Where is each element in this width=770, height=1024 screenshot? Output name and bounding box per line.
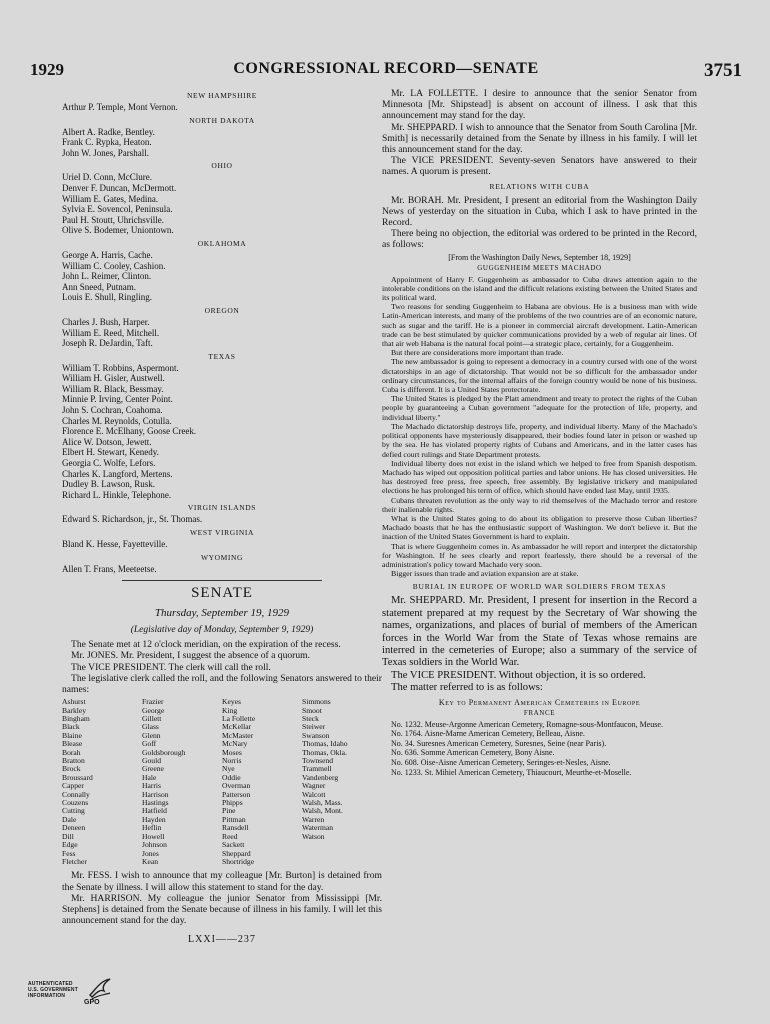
postmaster-entry: Albert A. Radke, Bentley. bbox=[62, 126, 155, 137]
state-heading: WEST VIRGINIA bbox=[190, 528, 254, 537]
paragraph: There being no objection, the editorial was ordered to be printed in the Record, as follows: bbox=[382, 228, 697, 251]
senator-name: Bingham bbox=[62, 714, 90, 724]
senator-name: Glenn bbox=[142, 730, 161, 740]
postmaster-entry: Florence E. McElhany, Goose Creek. bbox=[62, 426, 197, 437]
postmaster-entry: John S. Cochran, Coahoma. bbox=[62, 405, 163, 416]
postmaster-entry: Louis E. Shull, Ringling. bbox=[62, 292, 153, 303]
senator-name: McKellar bbox=[222, 722, 252, 732]
senator-name: Vandenberg bbox=[302, 772, 339, 782]
paragraph: Mr. SHEPPARD. I wish to announce that the Senator from South Carolina [Mr. Smith] is necessarily detained from the Senate by illness in his family. I will let this announcement stand for the day. bbox=[382, 121, 697, 156]
senator-name: Gould bbox=[142, 756, 161, 766]
senator-name: Keyes bbox=[222, 697, 241, 707]
senator-name: Pine bbox=[222, 806, 236, 816]
senator-name: Glass bbox=[142, 722, 159, 732]
postmaster-entry: William C. Cooley, Cashion. bbox=[62, 260, 166, 271]
logo-mark: GPO bbox=[84, 999, 100, 1006]
senator-name: Hale bbox=[142, 772, 157, 782]
cemetery-entry: No. 1233. St. Mihiel American Cemetery, Thiaucourt, Meurthe-et-Moselle. bbox=[391, 767, 632, 777]
postmaster-entry: William R. Black, Bessmay. bbox=[62, 383, 164, 394]
senator-name: Sackett bbox=[222, 840, 245, 850]
editorial-paragraph: The new ambassador is going to represent a democracy in a country cursed with one of the worst dictatorships in an age of dictatorship. That would not be so difficult for the ambassador under ordinary circumstances, for the internal affairs of the foreign country would be none of his business. Cuba is different. It is a United States protectorate. bbox=[382, 357, 697, 395]
senator-name: Hatfield bbox=[142, 806, 167, 816]
postmaster-entry: William E. Gates, Medina. bbox=[62, 193, 159, 204]
country-heading: FRANCE bbox=[523, 708, 556, 717]
postmaster-entry: Richard L. Hinkle, Telephone. bbox=[62, 489, 172, 500]
postmaster-entry: Frank C. Rypka, Heaton. bbox=[62, 137, 152, 148]
editorial-paragraph: That is where Guggenheim comes in. As ambassador he will report and interpret the dictatorship for Washington. If he sees clearly and report fearlessly, there should be a reversal of the administration's policy toward Machado very soon. bbox=[382, 541, 697, 569]
paragraph: The Senate met at 12 o'clock meridian, on the expiration of the recess. bbox=[71, 639, 341, 651]
postmaster-entry: Arthur P. Temple, Mont Vernon. bbox=[62, 102, 178, 112]
postmaster-list bbox=[62, 91, 382, 574]
postmaster-entry: Ann Sneed, Putnam. bbox=[62, 281, 136, 292]
postmaster-group bbox=[62, 172, 382, 236]
senator-name: Howell bbox=[142, 831, 165, 841]
senator-name: Pittman bbox=[222, 814, 246, 824]
paragraph: The VICE PRESIDENT. The clerk will call the roll. bbox=[71, 661, 271, 673]
editorial-title: GUGGENHEIM MEETS MACHADO bbox=[477, 263, 602, 272]
roll-call-list bbox=[62, 698, 382, 866]
postmaster-entry: William E. Reed, Mitchell. bbox=[62, 327, 160, 338]
state-heading: OKLAHOMA bbox=[197, 238, 247, 248]
senator-name: Gillett bbox=[142, 714, 162, 724]
senator-name: Moses bbox=[222, 747, 242, 757]
senator-name: Borah bbox=[62, 747, 81, 757]
senator-name: Cutting bbox=[62, 806, 85, 816]
senate-heading: SENATE bbox=[191, 585, 253, 602]
senator-name: Swanson bbox=[302, 730, 330, 740]
senator-name: Dill bbox=[62, 831, 74, 841]
cemetery-key-title: Key to Permanent American Cemeteries in Europe bbox=[438, 697, 641, 707]
senator-name: Kean bbox=[142, 856, 159, 866]
folio-signature: LXXI——237 bbox=[188, 934, 256, 946]
editorial-paragraph: Appointment of Harry F. Guggenheim as ambassador to Cuba draws attention again to the intolerable conditions on the island and the difficult relations existing between the United States and its political ward. bbox=[382, 274, 697, 303]
senator-name: Ashurst bbox=[62, 697, 86, 707]
postmaster-group bbox=[62, 250, 382, 303]
left-column bbox=[62, 88, 382, 945]
senator-name: La Follette bbox=[222, 714, 256, 724]
header-page-number: 3751 bbox=[704, 60, 742, 81]
state-heading: OREGON bbox=[204, 305, 240, 315]
senator-name: Norris bbox=[222, 756, 242, 766]
state-heading: NORTH DAKOTA bbox=[189, 115, 255, 125]
senator-name: McMaster bbox=[222, 730, 254, 740]
senator-name: Waterman bbox=[302, 823, 334, 833]
senator-name: Hayden bbox=[142, 814, 166, 824]
cemetery-entry: No. 34. Suresnes American Cemetery, Suresnes, Seine (near Paris). bbox=[391, 738, 607, 748]
senator-name: McNary bbox=[222, 739, 248, 749]
postmaster-entry: Elbert H. Stewart, Kenedy. bbox=[62, 447, 159, 458]
logo-line: AUTHENTICATED bbox=[28, 981, 73, 987]
editorial-paragraph: Individual liberty does not exist in the island which we helped to free from Spanish despotism. Machado has wiped out opposition political parties and labor unions. He has closed universities. He has destroyed free press, free speech, free assembly. By legislative trickery and manipulated elections he has prolonged his term of office, which should have ended last May, until 1935. bbox=[382, 458, 697, 496]
editorial-paragraph: What is the United States going to do about its obligation to preserve those Cuban liberties? Machado boasts that he has the enthusiastic support of Washington. We don't believe it. But the inaction of the United States Government is hard to explain. bbox=[382, 513, 697, 542]
paragraph: The VICE PRESIDENT. Seventy-seven Senators have answered to their names. A quorum is present. bbox=[382, 155, 697, 178]
state-heading: OHIO bbox=[211, 161, 233, 171]
cemetery-entry: No. 1232. Meuse-Argonne American Cemetery, Romagne-sous-Montfaucon, Meuse. bbox=[391, 719, 663, 729]
postmaster-entry: John W. Jones, Parshall. bbox=[62, 147, 150, 158]
postmaster-group bbox=[62, 539, 382, 550]
postmaster-group bbox=[62, 317, 382, 349]
roll-call-column bbox=[142, 698, 222, 866]
senator-name bbox=[302, 858, 382, 866]
senator-name: King bbox=[222, 705, 238, 715]
cemetery-entry: No. 636. Somme American Cemetery, Bony Aisne. bbox=[391, 748, 555, 758]
postmaster-group bbox=[62, 564, 382, 575]
paragraph: Mr. LA FOLLETTE. I desire to announce that the senior Senator from Minnesota [Mr. Shipstead] is absent on account of illness. I ask that this announcement may stand for the day. bbox=[382, 88, 697, 122]
paragraph: The matter referred to is as follows: bbox=[391, 682, 543, 694]
senator-name: Townsend bbox=[302, 756, 334, 766]
postmaster-group bbox=[62, 363, 382, 501]
senator-name: Deneen bbox=[62, 823, 86, 833]
senator-name: Capper bbox=[62, 781, 84, 791]
senator-name bbox=[302, 850, 382, 858]
postmaster-entry: William T. Robbins, Aspermont. bbox=[62, 362, 179, 373]
page-header bbox=[30, 60, 742, 82]
senator-name: Fess bbox=[62, 848, 76, 858]
senator-name: Goff bbox=[142, 739, 157, 749]
postmaster-entry: George A. Harris, Cache. bbox=[62, 249, 153, 260]
editorial-body bbox=[382, 275, 697, 579]
postmaster-entry: Charles J. Bush, Harper. bbox=[62, 316, 150, 327]
senator-name: Fletcher bbox=[62, 856, 87, 866]
senator-name: Patterson bbox=[222, 789, 251, 799]
senator-name: Connally bbox=[62, 789, 90, 799]
postmaster-entry: Olive S. Bodemer, Uniontown. bbox=[62, 225, 174, 236]
senator-name: Shortridge bbox=[222, 856, 255, 866]
senator-name: Reed bbox=[222, 831, 238, 841]
senator-name: Broussard bbox=[62, 772, 93, 782]
postmaster-entry: Charles K. Langford, Mertens. bbox=[62, 468, 173, 479]
senator-name: Blease bbox=[62, 739, 83, 749]
senator-name: Black bbox=[62, 722, 80, 732]
paragraph: Mr. FESS. I wish to announce that my colleague [Mr. Burton] is detained from the Senate by illness. I will allow this statement to stand for the day. bbox=[62, 870, 382, 893]
senator-name: Heflin bbox=[142, 823, 162, 833]
senator-name: Walsh, Mass. bbox=[302, 798, 343, 808]
senator-name: Harris bbox=[142, 781, 161, 791]
senator-name: Steck bbox=[302, 714, 319, 724]
postmaster-entry: Charles M. Reynolds, Cotulla. bbox=[62, 415, 172, 426]
cemetery-entry: No. 1764. Aisne-Marne American Cemetery, Belleau, Aisne. bbox=[391, 729, 585, 739]
senator-name bbox=[302, 841, 382, 849]
postmaster-entry: Allen T. Frans, Meeteetse. bbox=[62, 563, 157, 574]
senator-name: Trammell bbox=[302, 764, 332, 774]
senator-name: Harrison bbox=[142, 789, 169, 799]
senator-name: Frazier bbox=[142, 697, 164, 707]
senator-name: Phipps bbox=[222, 798, 243, 808]
legislative-day: (Legislative day of Monday, September 9, 1929) bbox=[130, 625, 314, 636]
state-heading: WYOMING bbox=[200, 552, 244, 562]
senator-name: Walsh, Mont. bbox=[302, 806, 343, 816]
senator-name: Warren bbox=[302, 814, 325, 824]
senator-name: Ransdell bbox=[222, 823, 249, 833]
senator-name: Blaine bbox=[62, 730, 82, 740]
state-heading: TEXAS bbox=[208, 351, 236, 361]
senator-name: Edge bbox=[62, 840, 78, 850]
senator-name: Overman bbox=[222, 781, 251, 791]
header-title: CONGRESSIONAL RECORD—SENATE bbox=[233, 60, 539, 77]
section-title-cuba: RELATIONS WITH CUBA bbox=[489, 181, 590, 191]
roll-call-column bbox=[222, 698, 302, 866]
section-title-burial: BURIAL IN EUROPE OF WORLD WAR SOLDIERS FROM TEXAS bbox=[412, 582, 667, 592]
postmaster-entry: Uriel D. Conn, McClure. bbox=[62, 172, 152, 183]
senator-name: Thomas, Idaho bbox=[302, 739, 348, 749]
senator-name: Hastings bbox=[142, 798, 169, 808]
senator-name: Smoot bbox=[302, 705, 322, 715]
senator-name: Brock bbox=[62, 764, 81, 774]
editorial-source: [From the Washington Daily News, September 18, 1929] bbox=[448, 252, 631, 262]
senator-name: Oddie bbox=[222, 772, 241, 782]
senator-name: Sheppard bbox=[222, 848, 251, 858]
roll-call-column bbox=[302, 698, 382, 866]
senator-name: Wagner bbox=[302, 781, 326, 791]
gpo-authentication-logo bbox=[28, 975, 118, 1011]
state-heading: NEW HAMPSHIRE bbox=[187, 91, 257, 100]
postmaster-entry: Minnie P. Irving, Center Point. bbox=[62, 394, 173, 405]
editorial-paragraph: Bigger issues than trade and aviation expansion are at stake. bbox=[391, 569, 579, 579]
editorial-paragraph: The United States is pledged by the Platt amendment and treaty to protect the rights of the Cuban people by guaranteeing a Cuban government "adequate for the protection of life, property, and individual liberty." bbox=[382, 394, 697, 422]
paragraph: Mr. SHEPPARD. Mr. President, I present for insertion in the Record a statement prepared at my request by the Secretary of War showing the names, organizations, and places of burial of members of the American forces in the World War from the State of Texas whose remains are interred in the cemeteries of Europe; also a summary of the service of Texas soldiers in the World War. bbox=[382, 595, 697, 669]
cemetery-entry: No. 608. Oise-Aisne American Cemetery, Seringes-et-Nesles, Aisne. bbox=[391, 757, 611, 767]
state-heading: VIRGIN ISLANDS bbox=[187, 503, 257, 513]
paragraph: Mr. BORAH. Mr. President, I present an editorial from the Washington Daily News of yesterday on the situation in Cuba, which I ask to have printed in the Record. bbox=[382, 194, 697, 229]
postmaster-entry: Bland K. Hesse, Fayetteville. bbox=[62, 539, 168, 549]
postmaster-group bbox=[62, 514, 382, 525]
senator-name: Bratton bbox=[62, 756, 85, 766]
postmaster-entry: Denver F. Duncan, McDermott. bbox=[62, 182, 177, 193]
paragraph: Mr. JONES. Mr. President, I suggest the absence of a quorum. bbox=[71, 650, 311, 662]
senator-name: Greene bbox=[142, 764, 164, 774]
postmaster-entry: Joseph R. DeJardin, Taft. bbox=[62, 338, 153, 349]
editorial-paragraph: But there are considerations more important than trade. bbox=[391, 348, 564, 358]
cemetery-list bbox=[382, 720, 697, 778]
senator-name: Goldsborough bbox=[142, 747, 186, 757]
postmaster-entry: William H. Gisler, Austwell. bbox=[62, 373, 165, 384]
postmaster-entry: John L. Reimer, Clinton. bbox=[62, 271, 152, 282]
senator-name: Walcott bbox=[302, 789, 326, 799]
logo-line: INFORMATION bbox=[28, 993, 66, 999]
senator-name: Steiwer bbox=[302, 722, 326, 732]
senator-name: Johnson bbox=[142, 840, 167, 850]
postmaster-entry: Sylvia E. Sovencol, Peninsula. bbox=[62, 204, 173, 215]
roll-call-column bbox=[62, 698, 142, 866]
senator-name: Barkley bbox=[62, 705, 87, 715]
postmaster-entry: Dudley B. Lawson, Rusk. bbox=[62, 479, 155, 490]
senator-name: George bbox=[142, 705, 165, 715]
session-date: Thursday, September 19, 1929 bbox=[154, 607, 290, 620]
senator-name: Dale bbox=[62, 814, 77, 824]
postmaster-entry: Georgia C. Wolfe, Lefors. bbox=[62, 458, 156, 469]
editorial-paragraph: The Machado dictatorship destroys life, property, and individual liberty. Many of the Machado's political opponents have mysteriously disappeared, their bodies found later in prison or washed up by the sea. He has violated property rights of Cubans and Americans, and in the latter cases has defied court rulings and State Department protests. bbox=[382, 421, 697, 459]
senator-name: Couzens bbox=[62, 798, 89, 808]
logo-line: U.S. GOVERNMENT bbox=[28, 987, 78, 993]
header-year: 1929 bbox=[30, 60, 64, 79]
paragraph: The VICE PRESIDENT. Without objection, it is so ordered. bbox=[391, 669, 646, 681]
postmaster-entry: Edward S. Richardson, jr., St. Thomas. bbox=[62, 514, 203, 525]
senator-name: Watson bbox=[302, 831, 325, 841]
postmaster-entry: Alice W. Dotson, Jewett. bbox=[62, 436, 152, 447]
section-rule bbox=[122, 580, 322, 581]
postmaster-group bbox=[62, 127, 382, 159]
senator-name: Simmons bbox=[302, 697, 331, 707]
editorial-paragraph: Two reasons for sending Guggenheim to Habana are obvious. He is a business man with wide Latin-American interests, and many of the problems of the two countries are of an economic nature, such as sugar and the tariff. He is a pioneer in commercial aircraft development. Latin-American trade can be best stimulated by quicker communications provided by a web of regular air lines. Of that air web Habana is the natural focal point—a strategic place, certainly, for a Guggenheim. bbox=[382, 302, 697, 349]
postmaster-group bbox=[62, 102, 382, 113]
senator-name: Nye bbox=[222, 764, 235, 774]
paragraph: Mr. HARRISON. My colleague the junior Senator from Mississippi [Mr. Stephens] is detained from the Senate because of illness in his family. I will let this announcement stand for the day. bbox=[62, 892, 382, 927]
eagle-icon bbox=[86, 977, 114, 1001]
paragraph: The legislative clerk called the roll, and the following Senators answered to their names: bbox=[62, 672, 382, 695]
editorial-paragraph: Cubans threaten revolution as the only way to rid themselves of the Machado terror and restore their inalienable rights. bbox=[382, 495, 697, 514]
senator-name: Thomas, Okla. bbox=[302, 747, 347, 757]
right-column bbox=[382, 88, 697, 777]
postmaster-entry: Paul H. Stoutt, Uhrichsville. bbox=[62, 214, 164, 225]
senator-name: Jones bbox=[142, 848, 159, 858]
